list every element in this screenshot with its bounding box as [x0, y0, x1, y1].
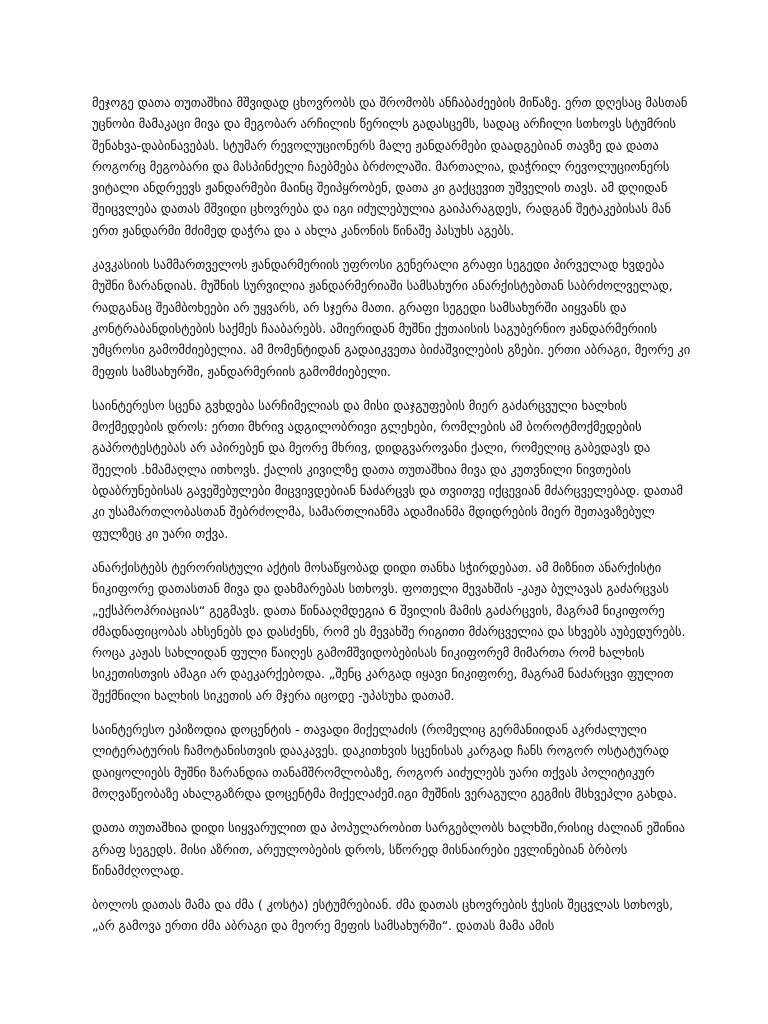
paragraph-1: მეჯოგე დათა თუთაშხია მშვიდად ცხოვრობს და შრომობს ანჩაბაძეების მიწაზე. ერთ დღესაც მასთან უცნობი მამაკაცი მივა და მეგობარ არჩილის წერილს გადასცემს, სადაც არჩილი სთხოვს სტუმრის შენახვა-დაბინავებას. სტუმარ რევოლუციონერს მალე ჟანდარმები დაადგებიან თავზე და დათა როგორც მეგობარი და მასპინძელი ჩაებმება ბრძოლაში. მართალია, დაჭრილ რევოლუციონერს ვიტალი ანდრეევს ჟანდარმები მაინც შეიპყრობენ, დათა კი გაქცევით უშველის თავს. ამ დღიდან შეიცვლება დათას მშვიდი ცხოვრება და იგი იძულებულია გაიპარაგდეს, რადგან შეტაკებისას მან ერთ ჟანდარმი მძიმედ დაჭრა და ა ახლა კანონის წინაშე პასუხს აგებს.	[92, 95, 688, 238]
paragraph-4: ანარქისტებს ტერორისტული აქტის მოსაწყობად დიდი თანხა სჭირდებათ. ამ მიზნით ანარქისტი ნიკიფორე დათასთან მივა და დახმარებას სთხოვს. ფოთელი მევახშის -კაჟა ბულავას გაძარცვას „ექსპროპრიაციას“ გეგმავს. დათა წინააღმდეგია 6 შვილის მამის გაძარცვის, მაგრამ ნიკიფორე ძმადნაფიცობას ახსენებს და დასძენს, რომ ეს მევახშე რიგითი მძარცველია და სხვებს აუბედურებს. როცა კაჟას სახლიდან ფული წაიღეს გამომშვიდობებისას ნიკიფორემ მიმართა რომ ხალხის სიკეთისთვის ამაგი არ დაეკარქებოდა. „შენც კარგად იყავი ნიკიფორე, მაგრამ ნაძარცვი ფულით შექმნილი ხალხის სიკეთის არ მჯერა იცოდე -უპასუხა დათამ.	[92, 559, 686, 703]
paragraph-7: ბოლოს დათას მამა და ძმა ( კოსტა) ესტუმრებიან. ძმა დათას ცხოვრების ჭესის შეცვლას სთხოვს, „არ გამოვა ერთი ძმა აბრაგი და მეორე მეფის სამსახურში“. დათას მამა ამის	[92, 897, 674, 934]
paragraph-5: საინტერესო ეპიზოდია დოცენტის - თავადი მიქელაძის (რომელიც გერმანიიდან აკრძალული ლიტერატურის ჩამოტანისთვის დააკავეს. დაკითხვის სცენისას კარგად ჩანს როგორ ოსტატურად დაიყოლიებს მუშნი ზარანდია თანამშრომლობაზე, როგორ აიძულებს უარი თქვას პოლიტიკურ მოღვაწეობაზე ახალგაზრდა დოცენტმა მიქელაძემ.იგი მუშნის ვერაგული გეგმის მსხვეპლი გახდა.	[92, 722, 677, 801]
paragraph-2: კავკასიის სამმართველოს ჟანდარმერიის უფროსი გენერალი გრაფი სეგედი პირველად ხვდება მუშნი ზარანდიას. მუშნის სურვილია ჟანდარმერიაში სამსახური ანარქისტებთან საბრძოლველად, რადგანაც შეამბოხეები არ უყვარს, არ სჯერა მათი. გრაფი სეგედი სამსახურში აიყვანს და კონტრაბანდისტების საქმეს ჩააბარებს. ამიერიდან მუშნი ქუთაისის საგუბერნიო ჟანდარმერიის უმცროსი გამომძიებელია. ამ მომენტიდან გადაიკვეთა ბიძაშვილების გზები. ერთი აბრაგი, მეორე კი მეფის სამსახურში, ჟანდარმერიის გამომძიებელი.	[92, 257, 691, 379]
paragraph-3: საინტერესო სცენა გვხდება სარჩიმელიას და მისი დაჯგუფების მიერ გაძარცვული ხალხის მოქმედების დროს: ერთი მხრივ ადგილობრივი გლეხები, რომლების ამ ბოროტმოქმედების გაპროტესტებას არ აპირებენ და მეორე მხრივ, დიდგვაროვანი ქალი, რომელიც გაბედავს და შეელის .ხმამაღლა ითხოვს. ქალის კივილზე დათა თუთაშხია მივა და კუთვნილი ნივთების ბდაბრუნებისას გავეშებულები მიცვივდებიან ნაძარცვს და თვითვე იქცევიან მძარცველებად. დათამ კი უსამართლობასთან შებრძოლმა, სამართლიანმა ადამიანმა მდიდრების მიერ შეთავაზებულ ფულზეც კი უარი თქვა.	[92, 397, 683, 541]
paragraph-6: დათა თუთაშხია დიდი სიყვარულით და პოპულარობით სარგებლობს ხალხში,რისიც ძალიან ეშინია გრაფ სეგედს. მისი აზრით, არეულობების დროს, სწორედ მისნაირები ევლინებიან ბრბოს წინამძღოლად.	[92, 820, 685, 878]
document-page	[92, 92, 692, 950]
